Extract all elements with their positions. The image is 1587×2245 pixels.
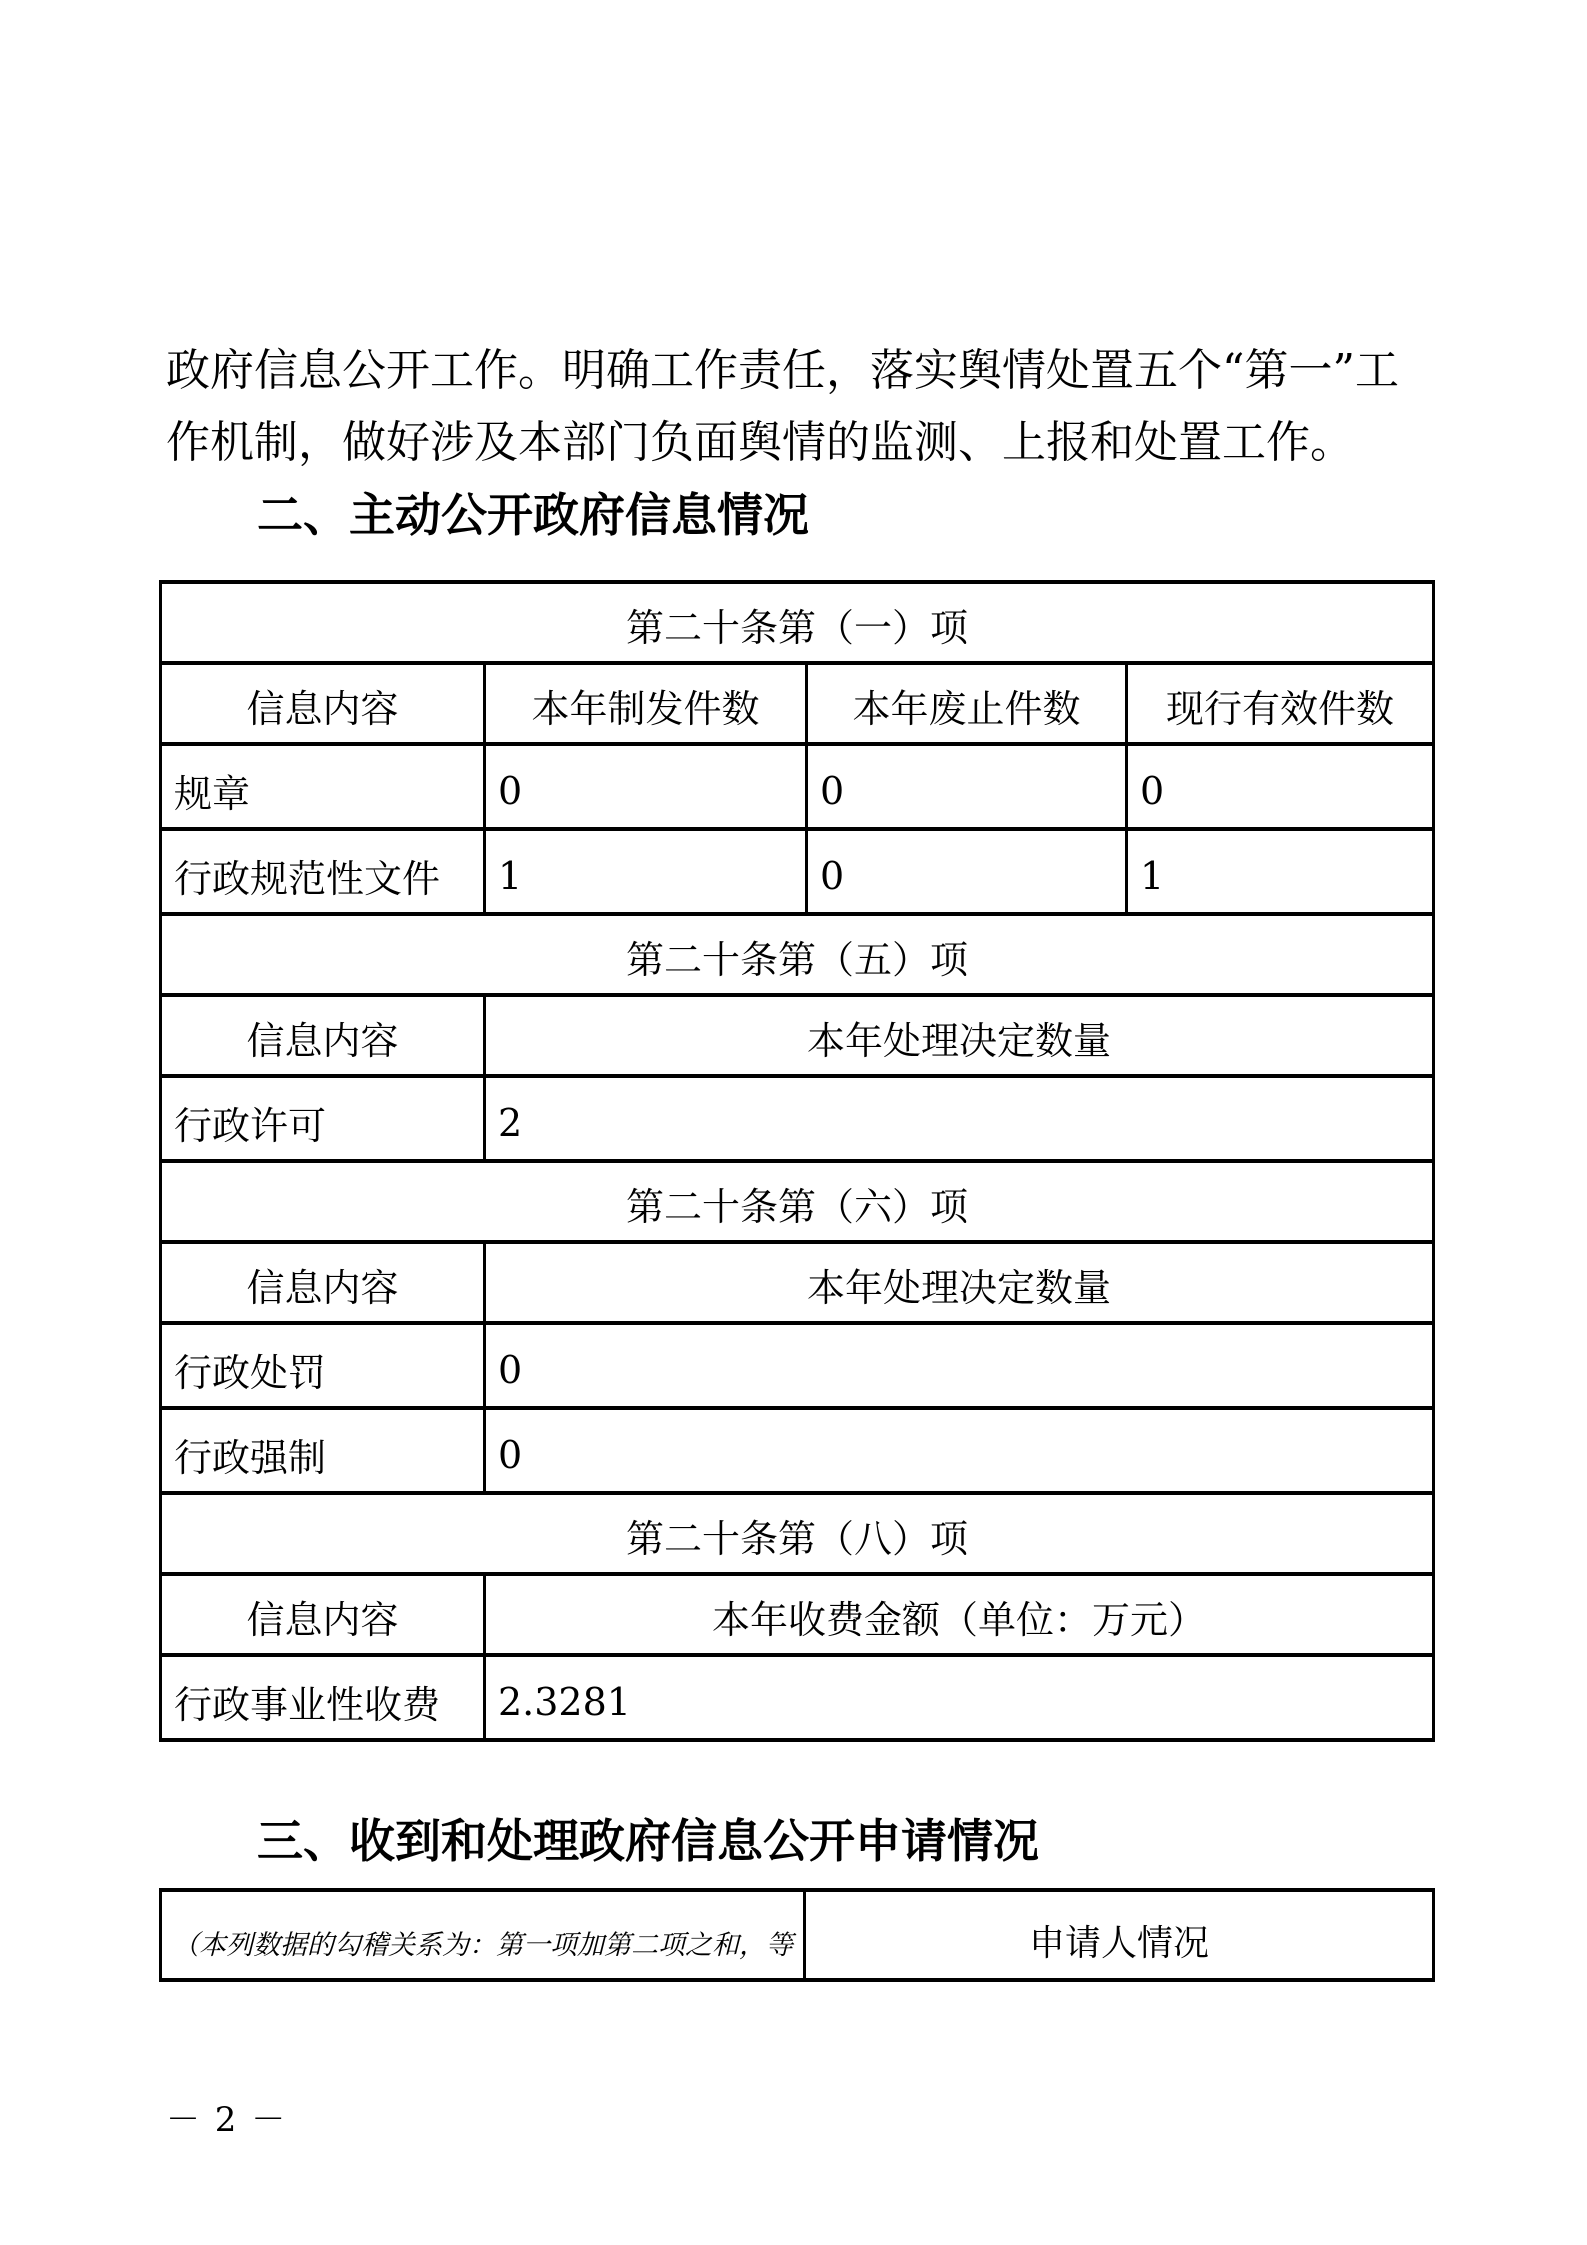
application-table [159,1888,1435,1982]
table-row [161,1574,1434,1655]
column-header-cell: 信息内容 [161,663,485,744]
table-row [161,582,1434,663]
table-row [161,995,1434,1076]
value-cell: 2 [485,1076,1434,1161]
table-row [161,1890,1434,1980]
value-cell: 0 [807,829,1127,914]
row-label-cell: 行政许可 [161,1076,485,1161]
table-row [161,1408,1434,1493]
table-row [161,1161,1434,1242]
section-two-heading: 二、主动公开政府信息情况 [257,488,809,543]
table-row [161,829,1434,914]
value-cell: 0 [485,744,807,829]
proactive-disclosure-table [159,580,1435,1742]
value-cell: 0 [485,1408,1434,1493]
column-header-cell: 信息内容 [161,1242,485,1323]
column-header-cell: 信息内容 [161,995,485,1076]
section-title-cell: 第二十条第（八）项 [161,1493,1434,1574]
section-three-heading: 三、收到和处理政府信息公开申请情况 [257,1814,1039,1869]
section-title-cell: 第二十条第（五）项 [161,914,1434,995]
table-row [161,1655,1434,1740]
value-cell: 0 [1127,744,1434,829]
column-header-cell: 信息内容 [161,1574,485,1655]
column-header-cell: 本年收费金额（单位：万元） [485,1574,1434,1655]
value-cell: 1 [1127,829,1434,914]
row-label-cell: 行政规范性文件 [161,829,485,914]
reconciliation-note-cell: （本列数据的勾稽关系为：第一项加第二项之和，等 [161,1890,805,1980]
column-header-cell: 本年废止件数 [807,663,1127,744]
table-row [161,1493,1434,1574]
body-paragraph [166,335,1456,479]
table-row [161,1242,1434,1323]
column-header-cell: 本年处理决定数量 [485,1242,1434,1323]
row-label-cell: 规章 [161,744,485,829]
section-title-cell: 第二十条第（六）项 [161,1161,1434,1242]
row-label-cell: 行政强制 [161,1408,485,1493]
column-header-cell: 本年制发件数 [485,663,807,744]
column-header-cell: 本年处理决定数量 [485,995,1434,1076]
value-cell: 2.3281 [485,1655,1434,1740]
column-header-cell: 现行有效件数 [1127,663,1434,744]
paragraph-line-2: 作机制，做好涉及本部门负面舆情的监测、上报和处置工作。 [166,417,1354,468]
value-cell: 1 [485,829,807,914]
table-row [161,914,1434,995]
applicant-header-cell: 申请人情况 [805,1890,1434,1980]
table-row [161,1076,1434,1161]
section-title-cell: 第二十条第（一）项 [161,582,1434,663]
value-cell: 0 [807,744,1127,829]
page-number: － 2 － [166,2100,288,2140]
row-label-cell: 行政事业性收费 [161,1655,485,1740]
value-cell: 0 [485,1323,1434,1408]
row-label-cell: 行政处罚 [161,1323,485,1408]
table-row [161,663,1434,744]
paragraph-line-1: 政府信息公开工作。明确工作责任，落实舆情处置五个“第一”工 [166,345,1399,396]
table-row [161,744,1434,829]
table-row [161,1323,1434,1408]
